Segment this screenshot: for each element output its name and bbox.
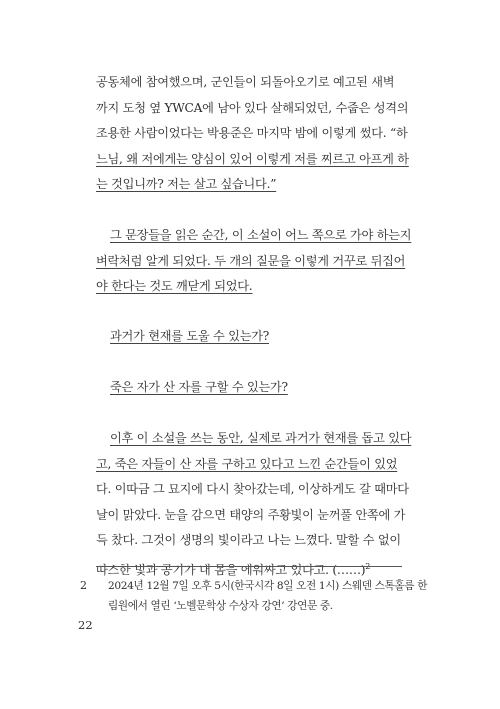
text-line: 그 문장들을 읽은 순간, 이 소설이 어느 쪽으로 가야 하는지	[110, 228, 412, 242]
text-line: 다. 이따금 그 묘지에 다시 찾아갔는데, 이상하게도 갈 때마다	[96, 482, 409, 496]
text-line: 까지 도청 옆 YWCA에 남아 있다 살해되었던, 수줍은 성격의	[96, 100, 409, 115]
text-line: 과거가 현재를 도울 수 있는가?	[110, 329, 270, 343]
footnote-text	[108, 576, 428, 616]
text-line-content: 따스한 빛과 공기가 내 몸을 에워싸고 있다고. (……)	[96, 562, 366, 577]
paragraph-1	[96, 70, 409, 198]
question-1	[96, 324, 402, 350]
text-line: 죽은 자가 산 자를 구할 수 있는가?	[110, 380, 288, 394]
footnote-line: 림원에서 열린 ‘노벨문학상 수상자 강연’ 강연문 중.	[108, 600, 333, 612]
text-line: 느님, 왜 저에게는 양심이 있어 이렇게 저를 찌르고 아프게 하	[96, 151, 409, 166]
text-line: 는 것입니까? 저는 살고 싶습니다.”	[96, 177, 277, 191]
footnote-number: 2	[80, 579, 87, 592]
text-line: 이후 이 소설을 쓰는 동안, 실제로 과거가 현재를 돕고 있다	[110, 431, 412, 445]
text-line: 조용한 사람이었다는 박용준은 마지막 밤에 이렇게 썼다. “하	[96, 126, 408, 140]
text-line: 벼락처럼 알게 되었다. 두 개의 질문을 이렇게 거꾸로 뒤집어	[96, 253, 406, 268]
text-line: 고, 죽은 자들이 산 자를 구하고 있다고 느낀 순간들이 있었	[96, 456, 398, 471]
text-line: 득 찼다. 그것이 생명의 빛이라고 나는 느꼈다. 말할 수 없이	[96, 533, 401, 547]
paragraph-5	[96, 426, 412, 579]
page-number: 22	[78, 618, 93, 632]
text-line: 날이 맑았다. 눈을 감으면 태양의 주황빛이 눈꺼풀 안쪽에 가	[96, 507, 406, 522]
question-2	[96, 375, 402, 401]
footnote-divider	[96, 566, 402, 567]
text-line: 공동체에 참여했으며, 군인들이 되돌아오기로 예고된 새벽	[96, 75, 395, 89]
paragraph-2	[96, 223, 412, 300]
footnote-reference: 2	[365, 561, 371, 571]
footnote-line: 2024년 12월 7일 오후 5시(한국시각 8일 오전 1시) 스웨덴 스톡홀름 한	[108, 580, 428, 592]
text-line: 야 한다는 것도 깨닫게 되었다.	[96, 279, 253, 293]
